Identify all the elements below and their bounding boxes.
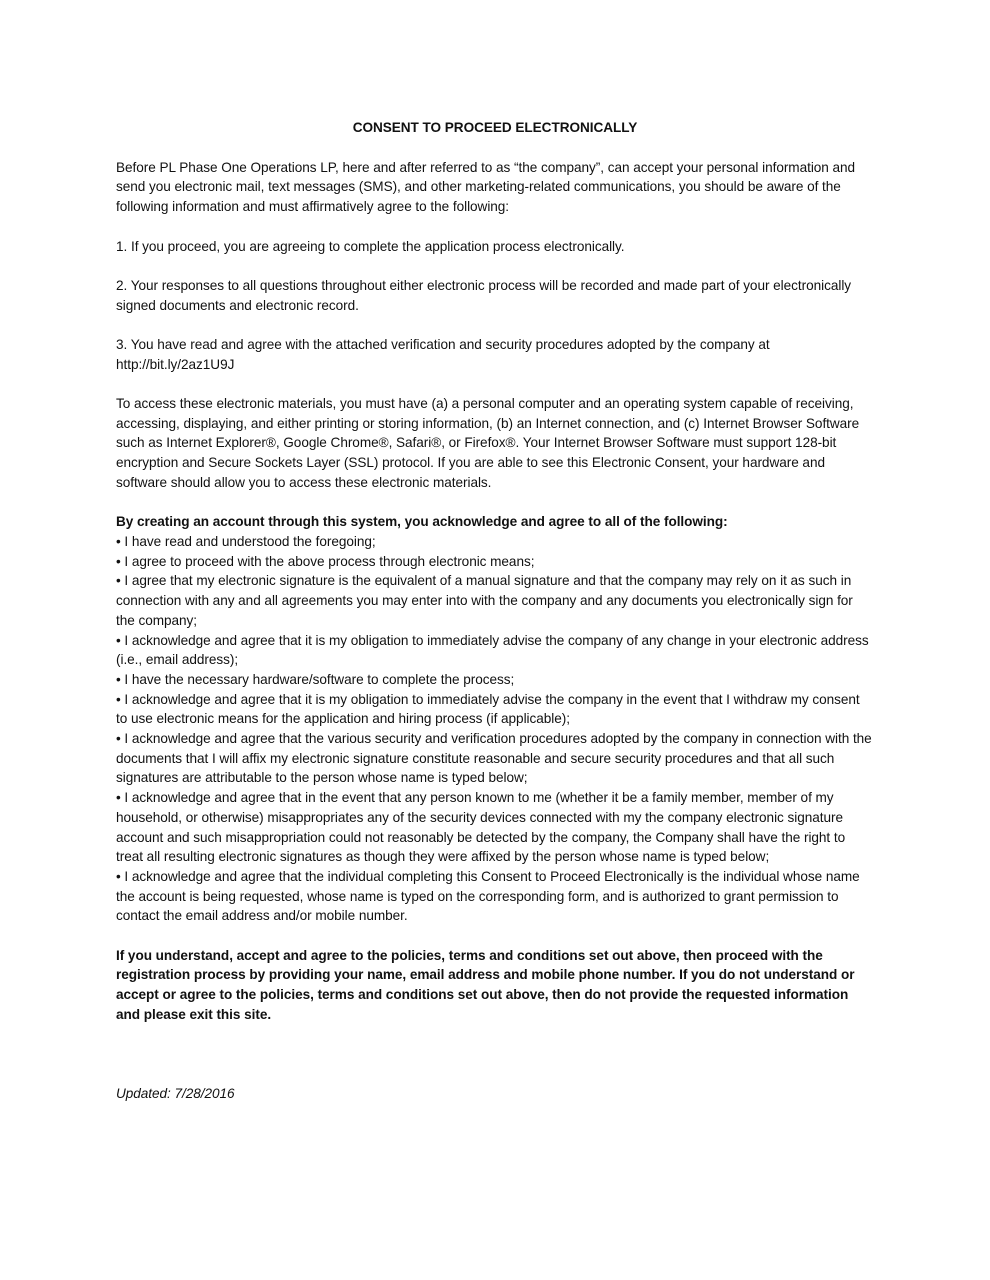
- updated-date: Updated: 7/28/2016: [116, 1085, 235, 1101]
- document-title: CONSENT TO PROCEED ELECTRONICALLY: [352, 120, 638, 135]
- acknowledgement-lead: By creating an account through this system, you acknowledge and agree to all of the following:: [116, 514, 728, 530]
- list-item: • I have the necessary hardware/software to complete the process;: [116, 671, 515, 687]
- list-item: • I acknowledge and agree that in the event that any person known to me (whether it be a family member, member of my household, or otherwise) misappropriates any of the security devices connected with my the company electronic signature account and such misappropriation could not reasonably be detected by the company, the Company shall have the right to treat all resulting electronic signatures as though they were affixed by the person whose name is typed below;: [116, 790, 846, 865]
- access-requirements-paragraph: To access these electronic materials, you must have (a) a personal computer and an operating system capable of receiving, accessing, displaying, and either printing or storing information, (b) an Internet connection, and (c) Internet Browser Software such as Internet Explorer®, Google Chrome®, Safari®, or Firefox®. Your Internet Browser Software must support 128-bit encryption and Secure Sockets Layer (SSL) protocol. If you are able to see this Electronic Consent, your hardware and software should allow you to access these electronic materials.: [116, 396, 860, 490]
- intro-paragraph: Before PL Phase One Operations LP, here and after referred to as “the company”, can accept your personal information and send you electronic mail, text messages (SMS), and other marketing-related communications, you should be aware of the following information and must affirmatively agree to the following:: [116, 159, 856, 215]
- list-item: • I acknowledge and agree that the individual completing this Consent to Proceed Electronically is the individual whose name the account is being requested, whose name is typed on the corresponding form, and is authorized to grant permission to contact the email address and/or mobile number.: [116, 868, 860, 924]
- numbered-item-2: 2. Your responses to all questions throughout either electronic process will be recorded and made part of your electronically signed documents and electronic record.: [116, 277, 852, 313]
- list-item: • I acknowledge and agree that the various security and verification procedures adopted by the company in connection with the documents that I will affix my electronic signature constitute reasonable and secure security procedures and that all such signatures are attributable to the person whose name is typed below;: [116, 731, 872, 786]
- list-item: • I acknowledge and agree that it is my obligation to immediately advise the company in the event that I withdraw my consent to use electronic means for the application and hiring process (if applicable);: [116, 691, 860, 727]
- closing-statement: If you understand, accept and agree to the policies, terms and conditions set out above, then proceed with the registration process by providing your name, email address and mobile phone number. If you do not understand or accept or agree to the policies, terms and conditions set out above, then do not provide the requested information and please exit this site.: [116, 947, 855, 1022]
- numbered-item-3: 3. You have read and agree with the attached verification and security procedures adopted by the company at http://bit.ly/2az1U9J: [116, 336, 770, 372]
- list-item: • I agree that my electronic signature is the equivalent of a manual signature and that the company may rely on it as such in connection with any and all agreements you may enter into with the company and any documents you electronically sign for the company;: [116, 573, 853, 628]
- list-item: • I agree to proceed with the above process through electronic means;: [116, 553, 535, 569]
- list-item: • I have read and understood the foregoing;: [116, 533, 376, 549]
- document-page: [116, 118, 874, 1103]
- numbered-item-1: 1. If you proceed, you are agreeing to complete the application process electronically.: [116, 238, 625, 254]
- acknowledgement-list: [116, 512, 874, 926]
- list-item: • I acknowledge and agree that it is my obligation to immediately advise the company of any change in your electronic address (i.e., email address);: [116, 632, 869, 668]
